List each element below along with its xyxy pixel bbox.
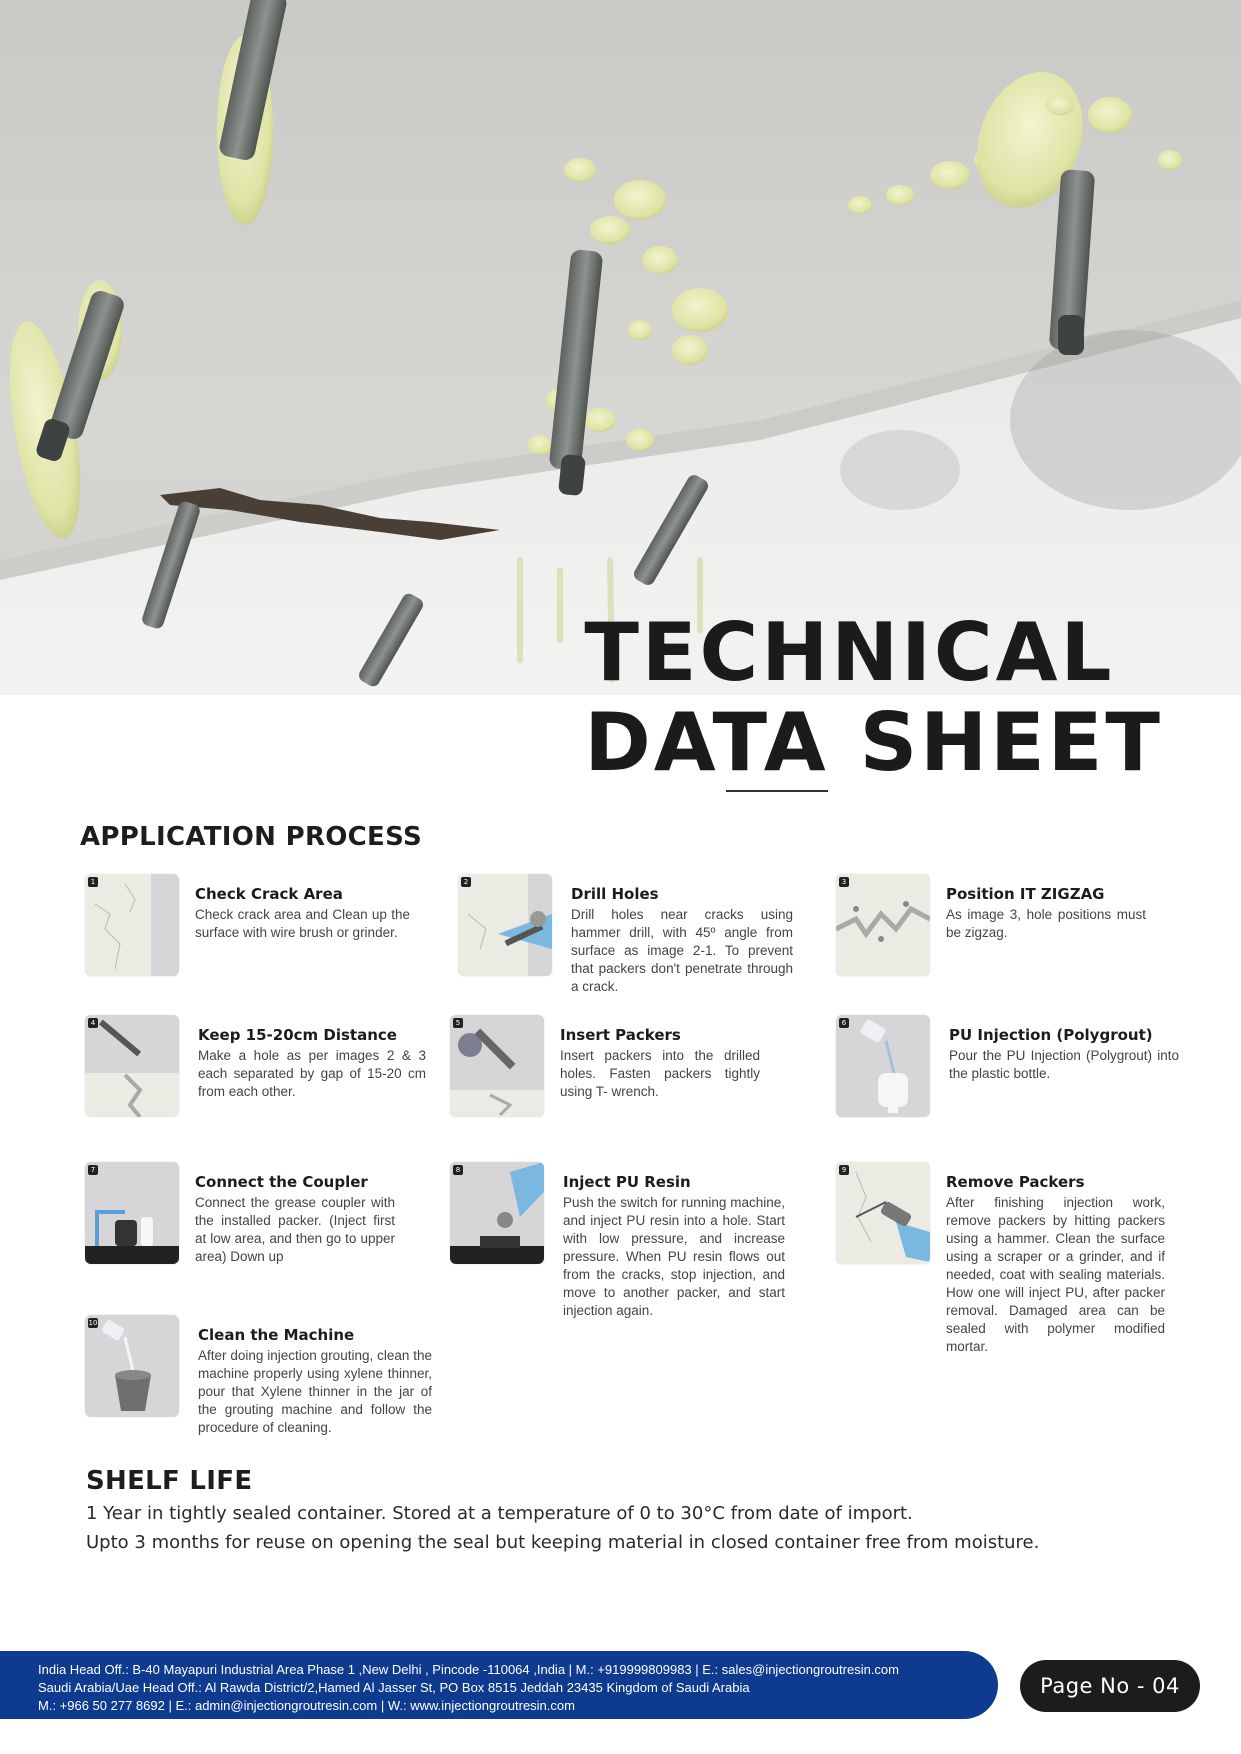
title-line-2: DATA SHEET (584, 696, 1163, 789)
document-title (584, 608, 1163, 788)
footer-saudi-office: Saudi Arabia/Uae Head Off.: Al Rawda District/2,Hamed Al Jasser St, PO Box 8515 Jeddah 23435 Kingdom of Saudi Arabia (38, 1680, 750, 1695)
step-5-title: Insert Packers (560, 1026, 681, 1044)
shelf-life-heading: SHELF LIFE (86, 1466, 253, 1496)
footer-contact-bar (0, 1651, 998, 1719)
step-8-title: Inject PU Resin (563, 1173, 691, 1191)
step-2-title: Drill Holes (571, 885, 659, 903)
application-process-heading: APPLICATION PROCESS (80, 822, 422, 852)
step-7-title: Connect the Coupler (195, 1173, 368, 1191)
step-7-illustration (85, 1162, 179, 1264)
step-8-number: 8 (453, 1165, 463, 1175)
step-6-illustration (836, 1015, 930, 1117)
shelf-life-line-2: Upto 3 months for reuse on opening the seal but keeping material in closed container free from moisture. (86, 1532, 1040, 1553)
step-8-illustration (450, 1162, 544, 1264)
step-6-number: 6 (839, 1018, 849, 1028)
step-4-illustration (85, 1015, 179, 1117)
step-1-illustration (85, 874, 179, 976)
step-9-title: Remove Packers (946, 1173, 1085, 1191)
step-4-title: Keep 15-20cm Distance (198, 1026, 397, 1044)
step-1-number: 1 (88, 877, 98, 887)
step-10-title: Clean the Machine (198, 1326, 355, 1344)
step-9-illustration (836, 1162, 930, 1264)
step-3-number: 3 (839, 877, 849, 887)
step-9-number: 9 (839, 1165, 849, 1175)
hero-photo (0, 0, 1241, 700)
step-3-description: As image 3, hole positions must be zigzag. (946, 907, 1146, 940)
page-number-badge: Page No - 04 (1020, 1660, 1200, 1712)
step-6-title: PU Injection (Polygrout) (949, 1026, 1153, 1044)
step-6-description: Pour the PU Injection (Polygrout) into the plastic bottle. (949, 1048, 1179, 1081)
step-3-title: Position IT ZIGZAG (946, 885, 1105, 903)
step-1-description: Check crack area and Clean up the surface with wire brush or grinder. (195, 907, 410, 940)
step-5-description: Insert packers into the drilled holes. Fasten packers tightly using T- wrench. (560, 1048, 760, 1099)
step-5-illustration (450, 1015, 544, 1117)
step-4-number: 4 (88, 1018, 98, 1028)
step-4-description: Make a hole as per images 2 & 3 each separated by gap of 15-20 cm from each other. (198, 1048, 426, 1099)
step-7-number: 7 (88, 1165, 98, 1175)
footer-contacts: M.: +966 50 277 8692 | E.: admin@injectiongroutresin.com | W.: www.injectiongroutresin.com (38, 1698, 575, 1713)
step-9-description: After finishing injection work, remove packers by hitting packers using a hammer. Clean the surface using a scraper or a grinder, and if needed, coat with sealing materials. How one will inject PU, after packer removal. Damaged area can be sealed with polymer modified mortar. (946, 1195, 1165, 1354)
step-2-description: Drill holes near cracks using hammer drill, with 45º angle from surface as image 2-1. To prevent that packers don't penetrate through a crack. (571, 907, 793, 994)
step-1-title: Check Crack Area (195, 885, 343, 903)
step-10-illustration (85, 1315, 179, 1417)
step-3-illustration (836, 874, 930, 976)
step-2-illustration (458, 874, 552, 976)
shelf-life-line-1: 1 Year in tightly sealed container. Stored at a temperature of 0 to 30°C from date of import. (86, 1503, 913, 1524)
step-2-number: 2 (461, 877, 471, 887)
step-10-description: After doing injection grouting, clean the machine properly using xylene thinner, pour that Xylene thinner in the jar of the grouting machine and follow the procedure of cleaning. (198, 1348, 432, 1435)
title-line-1: TECHNICAL (584, 606, 1115, 699)
step-10-number: 10 (88, 1319, 98, 1327)
step-8-description: Push the switch for running machine, and inject PU resin into a hole. Start with low pressure, and increase pressure. When PU resin flows out from the cracks, stop injection, and move to another packer, and start injection again. (563, 1195, 785, 1318)
step-5-number: 5 (453, 1018, 463, 1028)
step-7-description: Connect the grease coupler with the installed packer. (Inject first at low area, and then go to upper area) Down up (195, 1195, 395, 1264)
title-underline (726, 790, 828, 792)
footer-india-office: India Head Off.: B-40 Mayapuri Industrial Area Phase 1 ,New Delhi , Pincode -110064 ,India | M.: +919999809983 | E.: sales@injectiongroutresin.com (38, 1662, 899, 1677)
